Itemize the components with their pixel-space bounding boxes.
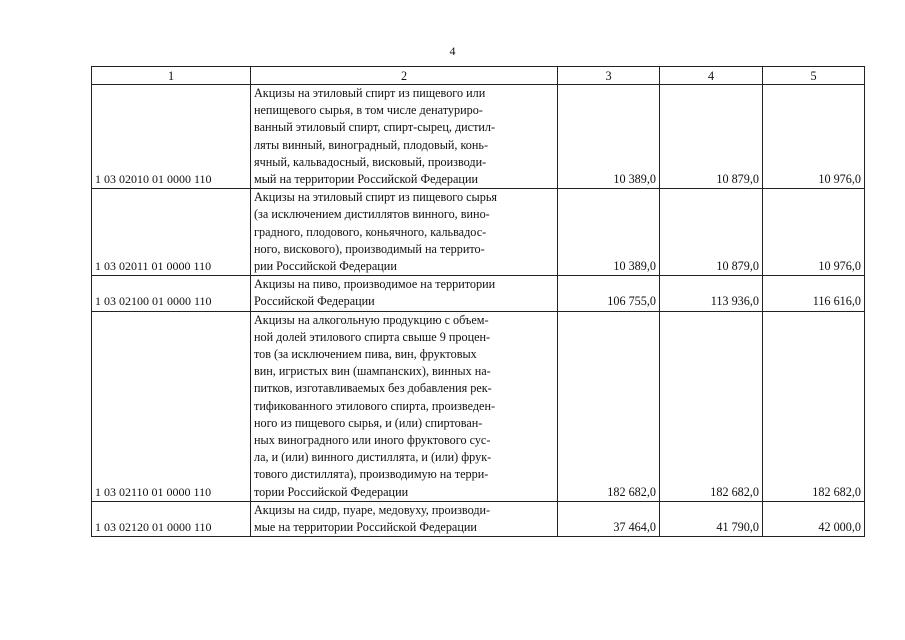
revenue-description xyxy=(251,311,558,501)
table-row xyxy=(92,311,865,501)
description-line: градного, плодового, коньячного, кальвадос- xyxy=(254,224,487,239)
description-line: ной долей этилового спирта свыше 9 процен- xyxy=(254,329,491,344)
description-line: Акцизы на алкогольную продукцию с объем- xyxy=(254,312,489,327)
column-header: 1 xyxy=(92,67,251,85)
description-line: ных виноградного или иного фруктового сус- xyxy=(254,433,491,448)
table-row xyxy=(92,85,865,189)
description-line: рии Российской Федерации xyxy=(254,259,397,274)
column-header: 4 xyxy=(660,67,763,85)
budget-classification-code: 1 03 02100 01 0000 110 xyxy=(92,276,251,311)
amount-col5: 10 976,0 xyxy=(763,85,865,189)
description-line: тификованного этилового спирта, произведен- xyxy=(254,398,496,413)
description-line: непищевого сырья, в том числе денатуриро- xyxy=(254,103,483,118)
revenue-description xyxy=(251,276,558,311)
amount-col4: 41 790,0 xyxy=(660,501,763,536)
description-line: ячный, кальвадосный, висковый, производи- xyxy=(254,154,487,169)
budget-revenue-table xyxy=(91,66,865,537)
page-number: 4 xyxy=(449,44,456,58)
budget-classification-code: 1 03 02110 01 0000 110 xyxy=(92,311,251,501)
amount-col3: 106 755,0 xyxy=(558,276,660,311)
description-line: мые на территории Российской Федерации xyxy=(254,520,477,535)
revenue-description xyxy=(251,189,558,276)
description-line: Акцизы на этиловый спирт из пищевого или xyxy=(254,86,486,100)
table-row xyxy=(92,276,865,311)
amount-col4: 182 682,0 xyxy=(660,311,763,501)
column-header: 3 xyxy=(558,67,660,85)
column-header: 2 xyxy=(251,67,558,85)
description-line: ляты винный, виноградный, плодовый, конь- xyxy=(254,137,489,152)
description-line: Российской Федерации xyxy=(254,294,375,309)
description-line: ного из пищевого сырья, и (или) спиртован- xyxy=(254,415,483,430)
description-line: тов (за исключением пива, вин, фруктовых xyxy=(254,347,477,362)
description-line: тового дистиллята), производимую на терри- xyxy=(254,467,489,482)
budget-classification-code: 1 03 02011 01 0000 110 xyxy=(92,189,251,276)
description-line: ла, и (или) винного дистиллята, и (или) фрук- xyxy=(254,450,492,465)
amount-col3: 10 389,0 xyxy=(558,85,660,189)
revenue-description xyxy=(251,501,558,536)
amount-col4: 113 936,0 xyxy=(660,276,763,311)
description-line: ванный этиловый спирт, спирт-сырец, дистил- xyxy=(254,120,496,135)
description-line: ного, вискового), производимый на террито- xyxy=(254,241,485,256)
description-line: питков, изготавливаемых без добавления рек- xyxy=(254,381,492,396)
table-row xyxy=(92,501,865,536)
amount-col4: 10 879,0 xyxy=(660,85,763,189)
column-header: 5 xyxy=(763,67,865,85)
revenue-description xyxy=(251,85,558,189)
amount-col3: 37 464,0 xyxy=(558,501,660,536)
table-row xyxy=(92,189,865,276)
amount-col5: 182 682,0 xyxy=(763,311,865,501)
amount-col5: 116 616,0 xyxy=(763,276,865,311)
description-line: вин, игристых вин (шампанских), винных на- xyxy=(254,364,491,379)
amount-col4: 10 879,0 xyxy=(660,189,763,276)
description-line: Акцизы на этиловый спирт из пищевого сырья xyxy=(254,190,497,205)
amount-col3: 10 389,0 xyxy=(558,189,660,276)
amount-col5: 42 000,0 xyxy=(763,501,865,536)
budget-classification-code: 1 03 02120 01 0000 110 xyxy=(92,501,251,536)
description-line: (за исключением дистиллятов винного, вино- xyxy=(254,207,490,222)
description-line: Акцизы на сидр, пуаре, медовуху, производи- xyxy=(254,502,491,517)
description-line: тории Российской Федерации xyxy=(254,484,409,499)
description-line: Акцизы на пиво, производимое на территории xyxy=(254,277,496,292)
description-line: мый на территории Российской Федерации xyxy=(254,172,479,187)
amount-col3: 182 682,0 xyxy=(558,311,660,501)
amount-col5: 10 976,0 xyxy=(763,189,865,276)
budget-classification-code: 1 03 02010 01 0000 110 xyxy=(92,85,251,189)
table-header-row xyxy=(92,67,865,85)
